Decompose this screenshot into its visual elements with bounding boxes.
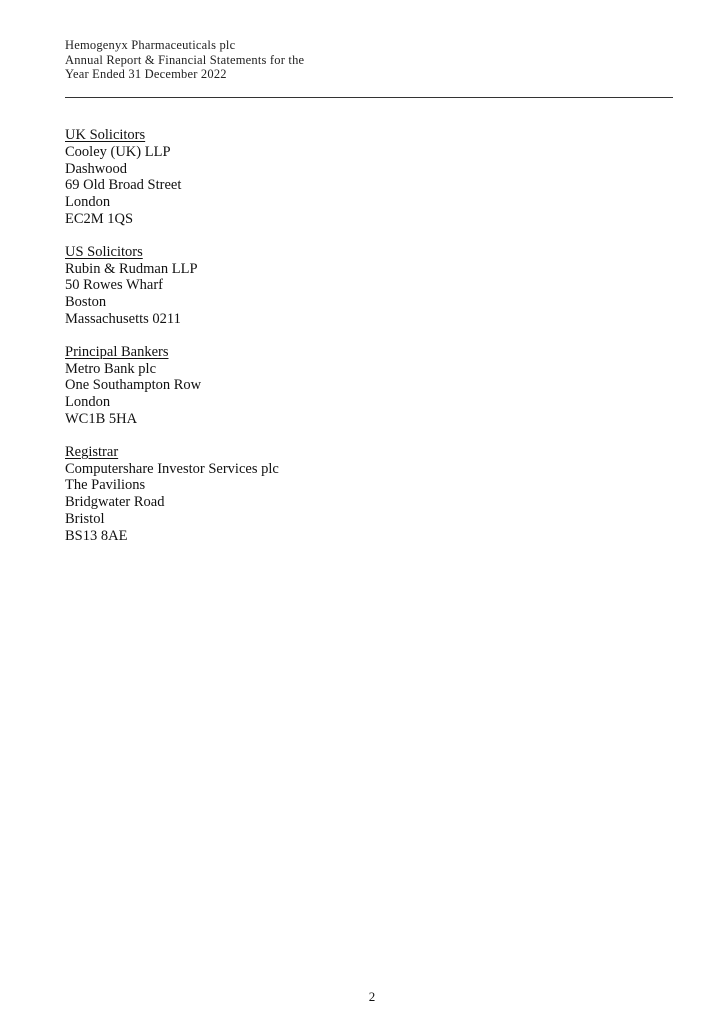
section-uk-solicitors (65, 127, 279, 228)
address-line: Bridgwater Road (65, 494, 165, 511)
address-line: 50 Rowes Wharf (65, 277, 163, 294)
address-line: Metro Bank plc (65, 360, 157, 377)
advisers-list (65, 127, 279, 561)
address-line: London (65, 394, 111, 411)
section-title: Principal Bankers (65, 343, 169, 360)
address-line: Cooley (UK) LLP (65, 143, 171, 160)
section-registrar (65, 444, 279, 545)
address-line: 69 Old Broad Street (65, 177, 182, 194)
section-title: US Solicitors (65, 243, 143, 260)
address-line: Dashwood (65, 160, 128, 177)
address-line: Computershare Investor Services plc (65, 460, 279, 477)
section-title: UK Solicitors (65, 127, 146, 143)
address-line: Rubin & Rudman LLP (65, 260, 198, 277)
header-divider (65, 97, 673, 98)
header-company-name: Hemogenyx Pharmaceuticals plc (65, 38, 236, 52)
page-header (65, 38, 304, 82)
address-line: BS13 8AE (65, 527, 128, 544)
header-report-period: Year Ended 31 December 2022 (65, 67, 227, 81)
address-line: Boston (65, 294, 107, 311)
address-line: Bristol (65, 510, 105, 527)
address-line: WC1B 5HA (65, 410, 138, 427)
page-number: 2 (368, 989, 376, 1004)
address-line: London (65, 194, 111, 211)
header-report-title: Annual Report & Financial Statements for the (65, 52, 305, 67)
section-us-solicitors (65, 244, 279, 328)
address-line: One Southampton Row (65, 377, 202, 394)
section-principal-bankers (65, 344, 279, 428)
address-line: EC2M 1QS (65, 210, 134, 227)
section-title: Registrar (65, 443, 119, 460)
address-line: The Pavilions (65, 477, 146, 494)
address-line: Massachusetts 0211 (65, 310, 181, 327)
